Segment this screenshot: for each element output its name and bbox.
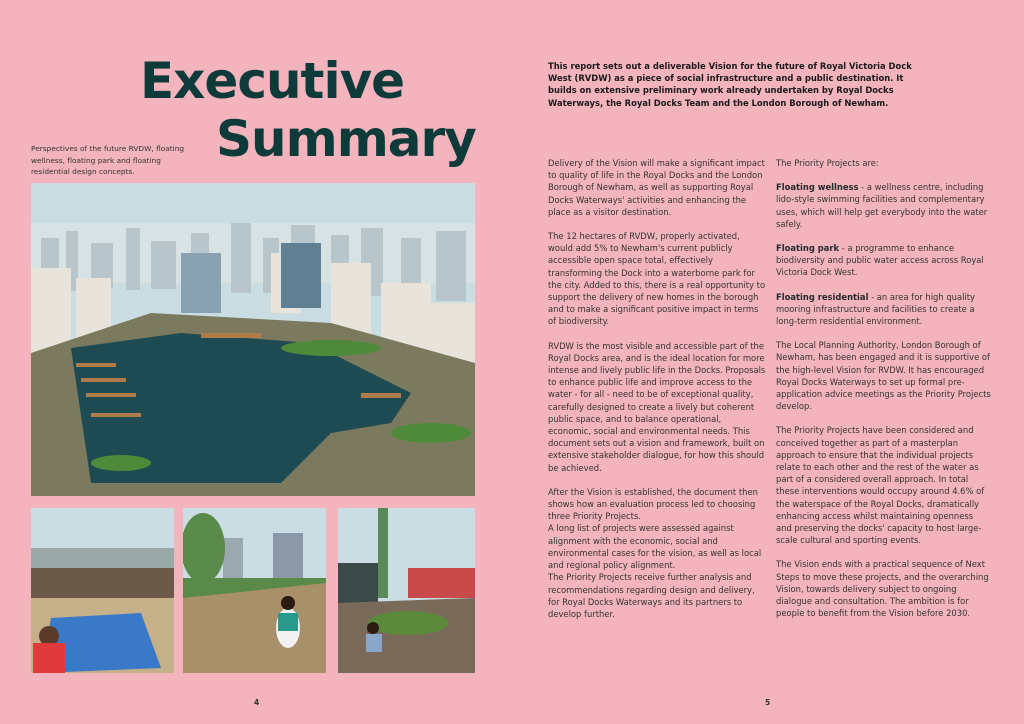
paragraph: A long list of projects were assessed against alignment with the economic, social and environmental cases for the vision, as well as local and regional policy alignment.	[548, 523, 762, 571]
thumb-floating-park	[183, 508, 326, 673]
title-line-1: Executive	[140, 52, 405, 110]
project-desc: - an area for high quality mooring infrastructure and facilities to create a long-term residential environment.	[776, 291, 975, 327]
priority-intro: The Priority Projects are:	[776, 158, 879, 168]
paragraph: After the Vision is established, the document then shows how an evaluation process led to choosing three Priority Projects.	[548, 486, 758, 522]
project-name: Floating residential	[776, 291, 869, 302]
page-number-left: 4	[254, 698, 260, 707]
project-desc: - a programme to enhance biodiversity and public water access across Royal Victoria Dock West.	[776, 243, 984, 278]
paragraph: Delivery of the Vision will make a significant impact to quality of life in the Royal Docks and the London Borough of Newham, as well as supporting Royal Docks Waterways' activities and enhancing the place as a visitor destination.	[548, 158, 765, 217]
paragraph: The Priority Projects receive further analysis and recommendations regarding design and delivery, for Royal Docks Waterways and its partners to develop further.	[548, 572, 755, 619]
intro-paragraph: This report sets out a deliverable Vision for the future of Royal Victoria Dock West (RVDW) as a piece of social infrastructure and a public destination. It builds on extensive preliminary work already undertaken by Royal Docks Waterways, the Royal Docks Team and the London Borough of Newham.	[548, 61, 912, 108]
page-number-right: 5	[765, 698, 771, 707]
project-item	[776, 291, 991, 328]
paragraph: The 12 hectares of RVDW, properly activated, would add 5% to Newham's current publicly accessible open space total, effectively transforming the Dock into a waterborne park for the city. Added to this, there is a real opportunity to support the delivery of new homes in the borough and to make a significant positive impact in terms of biodiversity.	[548, 231, 766, 327]
main-aerial-image	[31, 183, 475, 496]
text-column-2	[776, 157, 991, 632]
project-item	[776, 242, 991, 279]
text-column-1	[548, 157, 766, 632]
image-caption: Perspectives of the future RVDW, floating wellness, floating park and floating residential design concepts.	[31, 144, 185, 176]
project-name: Floating park	[776, 243, 840, 254]
title-line-2: Summary	[216, 110, 476, 168]
project-desc: - a wellness centre, including lido-style swimming facilities and complementary uses, which will help get everybody into the water safely.	[776, 182, 988, 229]
paragraph: The Priority Projects have been considered and conceived together as part of a masterplan approach to ensure that the individual projects relate to each other and the rest of the water as part of a considered overall approach. In total these interventions would occupy around 4.6% of the waterspace of the Royal Docks, dramatically enhancing access whilst maintaining openness and preserving the docks' capacity to host large-scale cultural and sporting events.	[776, 425, 985, 546]
paragraph: The Vision ends with a practical sequence of Next Steps to move these projects, and the overarching Vision, towards delivery subject to ongoing dialogue and consultation. The ambition is for people to benefit from the Vision before 2030.	[776, 559, 989, 619]
thumb-floating-residential	[338, 508, 475, 673]
paragraph: The Local Planning Authority, London Borough of Newham, has been engaged and it is supportive of the high-level Vision for RVDW. It has encouraged Royal Docks Waterways to set up formal pre-application advice meetings as the Priority Projects develop.	[776, 340, 991, 412]
thumb-floating-wellness	[31, 508, 174, 673]
page-title	[140, 52, 480, 168]
paragraph: RVDW is the most visible and accessible part of the Royal Docks area, and is the ideal location for more intense and lively public life in the Docks. Proposals to enhance public life and improve access to the water - for all - need to be of exceptional quality, carefully designed to create a lively but coherent public space, and to balance operational, economic, social and environmental needs. This document sets out a vision and framework, built on extensive stakeholder dialogue, for how this should be achieved.	[548, 340, 766, 473]
project-item	[776, 181, 991, 230]
project-name: Floating wellness	[776, 182, 859, 193]
